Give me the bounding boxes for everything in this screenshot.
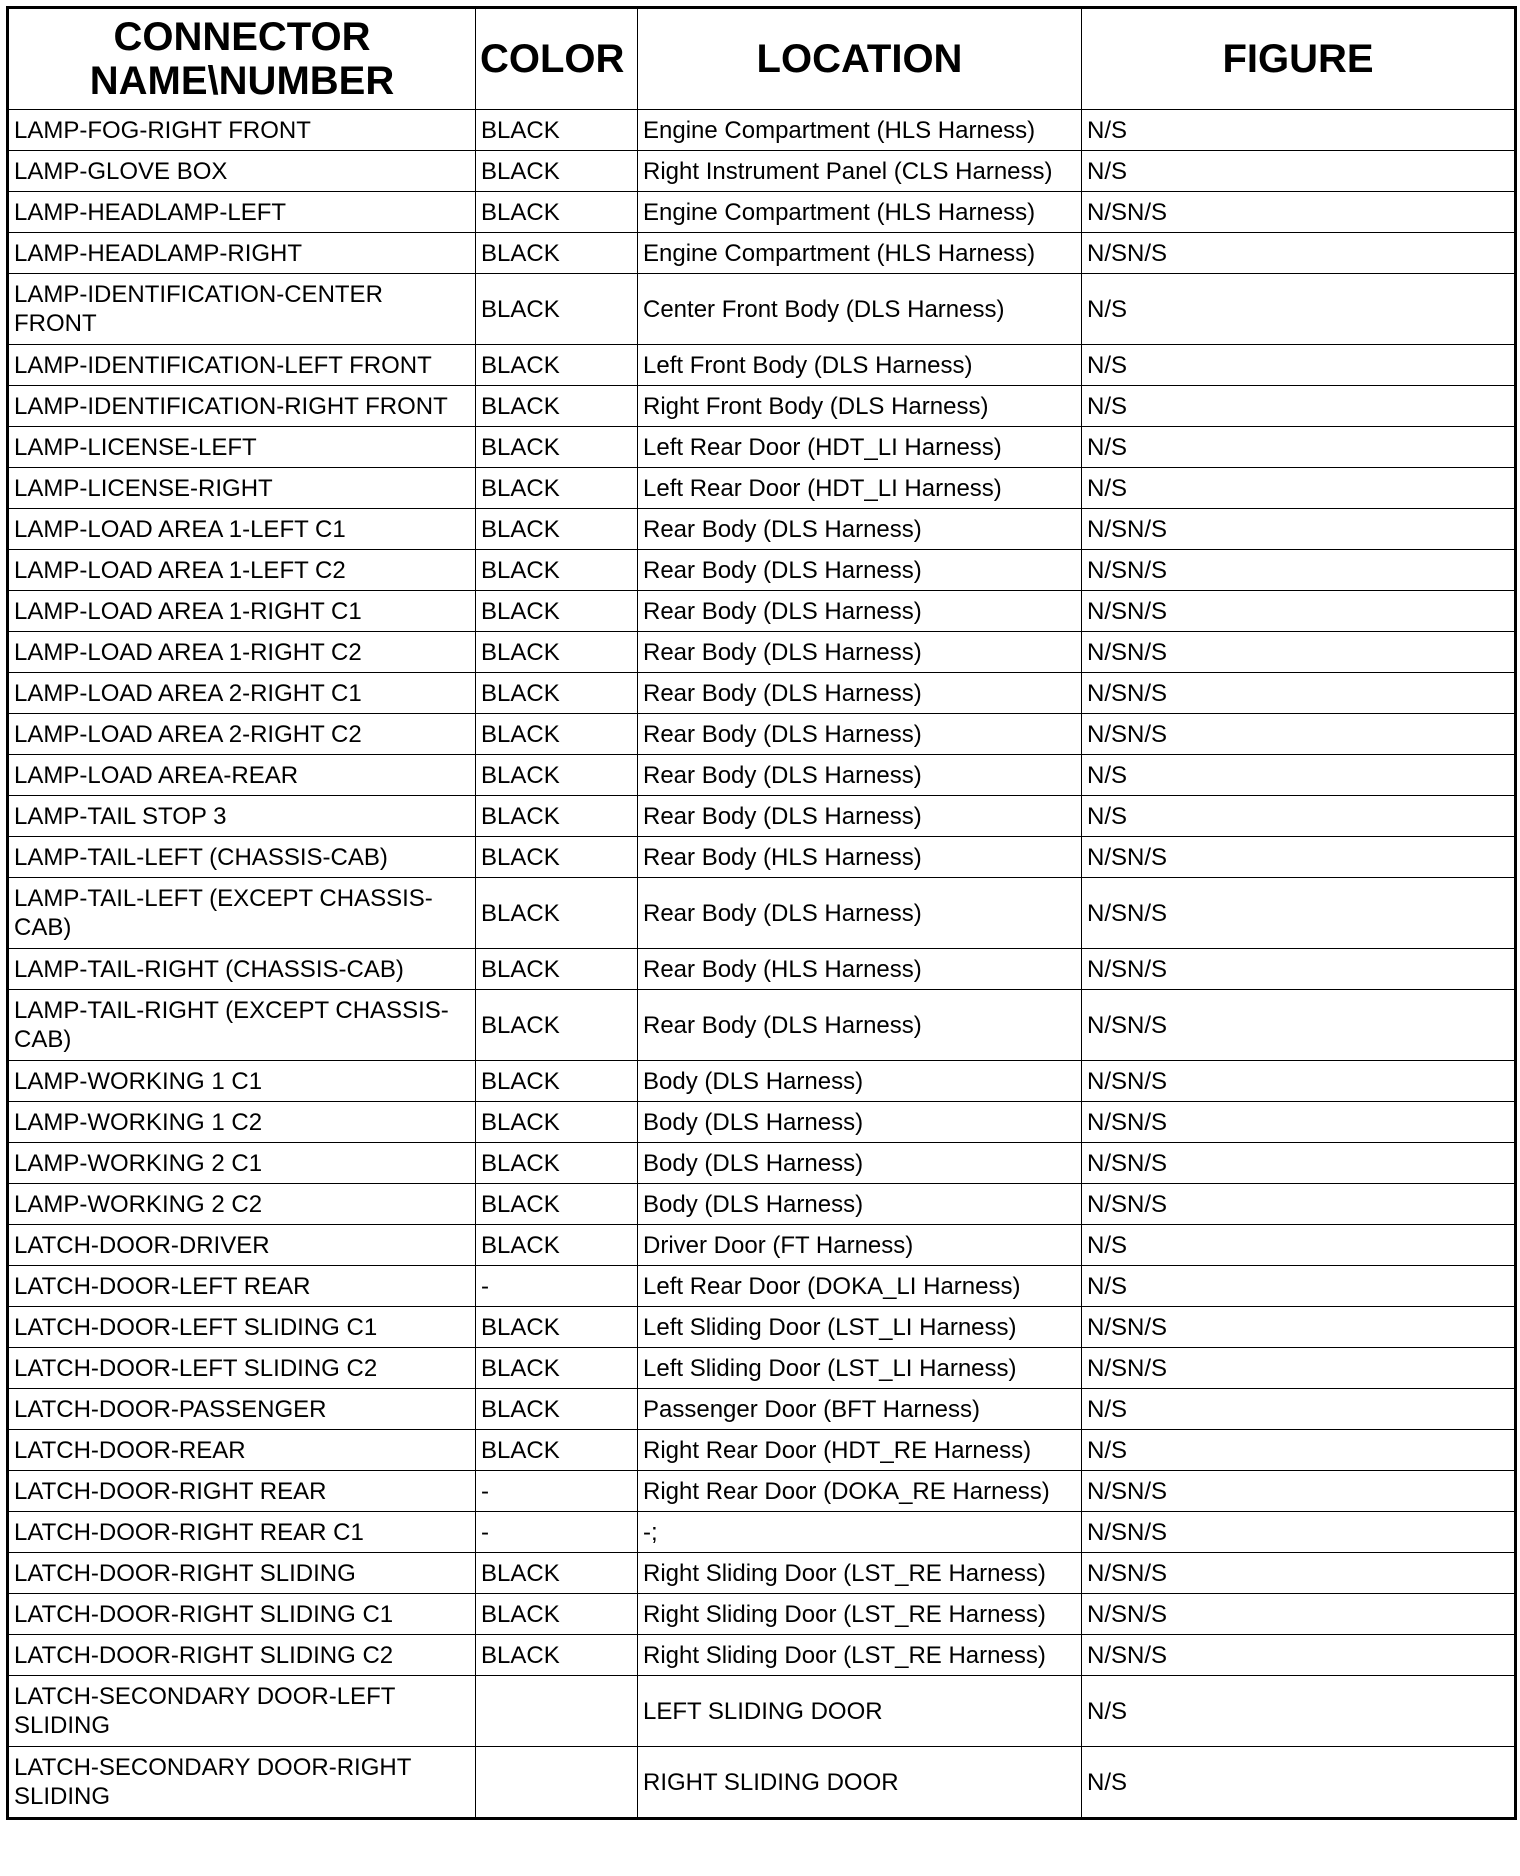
cell-figure: N/SN/S — [1082, 1348, 1516, 1389]
cell-location: Body (DLS Harness) — [638, 1184, 1082, 1225]
cell-name: LAMP-LOAD AREA 1-LEFT C2 — [8, 550, 476, 591]
cell-name: LATCH-DOOR-RIGHT SLIDING — [8, 1553, 476, 1594]
cell-color: BLACK — [476, 714, 638, 755]
cell-color: BLACK — [476, 110, 638, 151]
cell-figure: N/S — [1082, 274, 1516, 345]
cell-location: Right Sliding Door (LST_RE Harness) — [638, 1553, 1082, 1594]
cell-color: BLACK — [476, 192, 638, 233]
cell-figure: N/S — [1082, 755, 1516, 796]
cell-location: Rear Body (DLS Harness) — [638, 509, 1082, 550]
table-row — [8, 233, 1516, 274]
cell-color: - — [476, 1266, 638, 1307]
table-row — [8, 1307, 1516, 1348]
cell-figure: N/SN/S — [1082, 949, 1516, 990]
cell-figure: N/S — [1082, 1676, 1516, 1747]
table-row — [8, 1553, 1516, 1594]
cell-figure: N/SN/S — [1082, 550, 1516, 591]
cell-color: BLACK — [476, 1143, 638, 1184]
cell-color: BLACK — [476, 274, 638, 345]
cell-name: LAMP-HEADLAMP-RIGHT — [8, 233, 476, 274]
cell-name: LAMP-LOAD AREA 1-RIGHT C2 — [8, 632, 476, 673]
cell-name: LAMP-LICENSE-RIGHT — [8, 468, 476, 509]
cell-color: - — [476, 1471, 638, 1512]
cell-location: Rear Body (DLS Harness) — [638, 990, 1082, 1061]
cell-name: LAMP-LOAD AREA 1-LEFT C1 — [8, 509, 476, 550]
cell-location: Rear Body (DLS Harness) — [638, 673, 1082, 714]
cell-location: Left Sliding Door (LST_LI Harness) — [638, 1348, 1082, 1389]
cell-figure: N/SN/S — [1082, 673, 1516, 714]
cell-figure: N/S — [1082, 1266, 1516, 1307]
cell-location: Right Instrument Panel (CLS Harness) — [638, 151, 1082, 192]
table-row — [8, 1512, 1516, 1553]
cell-name: LAMP-WORKING 1 C2 — [8, 1102, 476, 1143]
cell-name: LAMP-IDENTIFICATION-RIGHT FRONT — [8, 386, 476, 427]
cell-name: LAMP-LOAD AREA-REAR — [8, 755, 476, 796]
cell-figure: N/SN/S — [1082, 1143, 1516, 1184]
cell-color: BLACK — [476, 1553, 638, 1594]
table-row — [8, 1430, 1516, 1471]
table-row — [8, 837, 1516, 878]
table-row — [8, 755, 1516, 796]
table-row — [8, 673, 1516, 714]
cell-name: LAMP-TAIL-LEFT (CHASSIS-CAB) — [8, 837, 476, 878]
cell-figure: N/S — [1082, 1225, 1516, 1266]
cell-location: Right Rear Door (DOKA_RE Harness) — [638, 1471, 1082, 1512]
cell-location: Center Front Body (DLS Harness) — [638, 274, 1082, 345]
cell-location: Right Sliding Door (LST_RE Harness) — [638, 1594, 1082, 1635]
table-row — [8, 714, 1516, 755]
cell-color: BLACK — [476, 796, 638, 837]
cell-figure: N/S — [1082, 386, 1516, 427]
header-figure: FIGURE — [1082, 8, 1516, 110]
cell-figure: N/S — [1082, 1430, 1516, 1471]
cell-name: LAMP-LOAD AREA 2-RIGHT C1 — [8, 673, 476, 714]
cell-figure: N/S — [1082, 796, 1516, 837]
cell-name: LATCH-DOOR-REAR — [8, 1430, 476, 1471]
cell-figure: N/SN/S — [1082, 990, 1516, 1061]
cell-color: BLACK — [476, 949, 638, 990]
cell-location: Rear Body (HLS Harness) — [638, 949, 1082, 990]
table-row — [8, 274, 1516, 345]
cell-color: BLACK — [476, 1430, 638, 1471]
table-row — [8, 1471, 1516, 1512]
table-row — [8, 1102, 1516, 1143]
cell-location: -; — [638, 1512, 1082, 1553]
cell-figure: N/SN/S — [1082, 1553, 1516, 1594]
cell-color: BLACK — [476, 509, 638, 550]
cell-name: LATCH-DOOR-RIGHT REAR C1 — [8, 1512, 476, 1553]
cell-name: LAMP-WORKING 2 C1 — [8, 1143, 476, 1184]
cell-location: Engine Compartment (HLS Harness) — [638, 233, 1082, 274]
cell-name: LAMP-TAIL STOP 3 — [8, 796, 476, 837]
table-row — [8, 192, 1516, 233]
cell-name: LATCH-SECONDARY DOOR-RIGHT SLIDING — [8, 1747, 476, 1819]
table-row — [8, 1143, 1516, 1184]
header-color: COLOR — [476, 8, 638, 110]
header-connector-name: CONNECTOR NAME\NUMBER — [8, 8, 476, 110]
cell-figure: N/SN/S — [1082, 632, 1516, 673]
cell-location: Left Sliding Door (LST_LI Harness) — [638, 1307, 1082, 1348]
cell-figure: N/SN/S — [1082, 1102, 1516, 1143]
table-row — [8, 509, 1516, 550]
table-row — [8, 1676, 1516, 1747]
cell-color: BLACK — [476, 550, 638, 591]
cell-figure: N/SN/S — [1082, 591, 1516, 632]
table-row — [8, 1348, 1516, 1389]
cell-name: LAMP-LOAD AREA 1-RIGHT C1 — [8, 591, 476, 632]
cell-color: BLACK — [476, 990, 638, 1061]
cell-figure: N/S — [1082, 110, 1516, 151]
table-row — [8, 1635, 1516, 1676]
cell-figure: N/SN/S — [1082, 1184, 1516, 1225]
cell-location: Body (DLS Harness) — [638, 1061, 1082, 1102]
cell-location: Driver Door (FT Harness) — [638, 1225, 1082, 1266]
cell-location: Engine Compartment (HLS Harness) — [638, 192, 1082, 233]
cell-name: LAMP-HEADLAMP-LEFT — [8, 192, 476, 233]
cell-figure: N/SN/S — [1082, 1512, 1516, 1553]
cell-name: LAMP-WORKING 2 C2 — [8, 1184, 476, 1225]
cell-name: LAMP-TAIL-RIGHT (CHASSIS-CAB) — [8, 949, 476, 990]
cell-color: BLACK — [476, 1225, 638, 1266]
cell-location: Body (DLS Harness) — [638, 1143, 1082, 1184]
cell-location: Left Front Body (DLS Harness) — [638, 345, 1082, 386]
cell-location: Rear Body (HLS Harness) — [638, 837, 1082, 878]
cell-location: LEFT SLIDING DOOR — [638, 1676, 1082, 1747]
cell-name: LAMP-IDENTIFICATION-LEFT FRONT — [8, 345, 476, 386]
table-row — [8, 591, 1516, 632]
table-row — [8, 1225, 1516, 1266]
cell-figure: N/SN/S — [1082, 509, 1516, 550]
cell-location: Left Rear Door (HDT_LI Harness) — [638, 468, 1082, 509]
cell-figure: N/SN/S — [1082, 233, 1516, 274]
cell-location: Left Rear Door (HDT_LI Harness) — [638, 427, 1082, 468]
cell-figure: N/SN/S — [1082, 837, 1516, 878]
table-header-row — [8, 8, 1516, 110]
cell-location: Rear Body (DLS Harness) — [638, 755, 1082, 796]
cell-location: Rear Body (DLS Harness) — [638, 550, 1082, 591]
cell-figure: N/SN/S — [1082, 878, 1516, 949]
cell-name: LATCH-DOOR-DRIVER — [8, 1225, 476, 1266]
cell-name: LATCH-DOOR-PASSENGER — [8, 1389, 476, 1430]
cell-name: LAMP-TAIL-RIGHT (EXCEPT CHASSIS-CAB) — [8, 990, 476, 1061]
table-row — [8, 796, 1516, 837]
cell-color: BLACK — [476, 1635, 638, 1676]
table-row — [8, 468, 1516, 509]
table-row — [8, 878, 1516, 949]
cell-figure: N/S — [1082, 151, 1516, 192]
table-row — [8, 427, 1516, 468]
cell-color: BLACK — [476, 1389, 638, 1430]
cell-figure: N/SN/S — [1082, 1471, 1516, 1512]
cell-location: Engine Compartment (HLS Harness) — [638, 110, 1082, 151]
table-row — [8, 1389, 1516, 1430]
cell-color: BLACK — [476, 755, 638, 796]
cell-color: BLACK — [476, 468, 638, 509]
cell-color: BLACK — [476, 386, 638, 427]
cell-location: Rear Body (DLS Harness) — [638, 591, 1082, 632]
cell-color: BLACK — [476, 591, 638, 632]
table-row — [8, 1184, 1516, 1225]
cell-name: LATCH-DOOR-LEFT SLIDING C1 — [8, 1307, 476, 1348]
cell-location: Rear Body (DLS Harness) — [638, 878, 1082, 949]
table-row — [8, 345, 1516, 386]
connector-table — [6, 6, 1517, 1820]
cell-color: BLACK — [476, 837, 638, 878]
header-location: LOCATION — [638, 8, 1082, 110]
cell-color: BLACK — [476, 1184, 638, 1225]
cell-figure: N/SN/S — [1082, 1061, 1516, 1102]
cell-location: Rear Body (DLS Harness) — [638, 714, 1082, 755]
cell-name: LATCH-DOOR-LEFT SLIDING C2 — [8, 1348, 476, 1389]
cell-color: BLACK — [476, 427, 638, 468]
table-row — [8, 151, 1516, 192]
cell-name: LAMP-LICENSE-LEFT — [8, 427, 476, 468]
cell-figure: N/SN/S — [1082, 1594, 1516, 1635]
cell-figure: N/SN/S — [1082, 1635, 1516, 1676]
cell-color: BLACK — [476, 1594, 638, 1635]
cell-figure: N/SN/S — [1082, 1307, 1516, 1348]
table-row — [8, 550, 1516, 591]
table-row — [8, 1266, 1516, 1307]
cell-color: BLACK — [476, 345, 638, 386]
cell-name: LAMP-FOG-RIGHT FRONT — [8, 110, 476, 151]
cell-name: LAMP-TAIL-LEFT (EXCEPT CHASSIS-CAB) — [8, 878, 476, 949]
table-row — [8, 632, 1516, 673]
cell-color: BLACK — [476, 233, 638, 274]
cell-color: - — [476, 1512, 638, 1553]
cell-figure: N/S — [1082, 468, 1516, 509]
table-body — [8, 110, 1516, 1819]
cell-name: LAMP-IDENTIFICATION-CENTER FRONT — [8, 274, 476, 345]
cell-location: Right Front Body (DLS Harness) — [638, 386, 1082, 427]
cell-location: Passenger Door (BFT Harness) — [638, 1389, 1082, 1430]
cell-color: BLACK — [476, 1102, 638, 1143]
cell-name: LAMP-GLOVE BOX — [8, 151, 476, 192]
table-row — [8, 110, 1516, 151]
cell-color — [476, 1747, 638, 1819]
table-row — [8, 386, 1516, 427]
cell-figure: N/S — [1082, 1747, 1516, 1819]
table-row — [8, 1747, 1516, 1819]
cell-name: LAMP-LOAD AREA 2-RIGHT C2 — [8, 714, 476, 755]
cell-name: LATCH-DOOR-LEFT REAR — [8, 1266, 476, 1307]
table-row — [8, 1061, 1516, 1102]
cell-name: LATCH-DOOR-RIGHT SLIDING C1 — [8, 1594, 476, 1635]
cell-color: BLACK — [476, 151, 638, 192]
cell-color: BLACK — [476, 1061, 638, 1102]
table-row — [8, 1594, 1516, 1635]
cell-figure: N/S — [1082, 345, 1516, 386]
cell-location: RIGHT SLIDING DOOR — [638, 1747, 1082, 1819]
cell-location: Rear Body (DLS Harness) — [638, 796, 1082, 837]
cell-name: LATCH-SECONDARY DOOR-LEFT SLIDING — [8, 1676, 476, 1747]
cell-figure: N/SN/S — [1082, 192, 1516, 233]
cell-name: LATCH-DOOR-RIGHT REAR — [8, 1471, 476, 1512]
cell-figure: N/SN/S — [1082, 714, 1516, 755]
cell-figure: N/S — [1082, 427, 1516, 468]
cell-name: LAMP-WORKING 1 C1 — [8, 1061, 476, 1102]
cell-location: Right Sliding Door (LST_RE Harness) — [638, 1635, 1082, 1676]
cell-color: BLACK — [476, 632, 638, 673]
cell-color: BLACK — [476, 1348, 638, 1389]
cell-color — [476, 1676, 638, 1747]
cell-color: BLACK — [476, 878, 638, 949]
table-row — [8, 990, 1516, 1061]
document-page — [6, 6, 1514, 1820]
cell-figure: N/S — [1082, 1389, 1516, 1430]
cell-name: LATCH-DOOR-RIGHT SLIDING C2 — [8, 1635, 476, 1676]
cell-color: BLACK — [476, 673, 638, 714]
cell-location: Right Rear Door (HDT_RE Harness) — [638, 1430, 1082, 1471]
cell-location: Left Rear Door (DOKA_LI Harness) — [638, 1266, 1082, 1307]
cell-location: Rear Body (DLS Harness) — [638, 632, 1082, 673]
cell-location: Body (DLS Harness) — [638, 1102, 1082, 1143]
table-row — [8, 949, 1516, 990]
cell-color: BLACK — [476, 1307, 638, 1348]
